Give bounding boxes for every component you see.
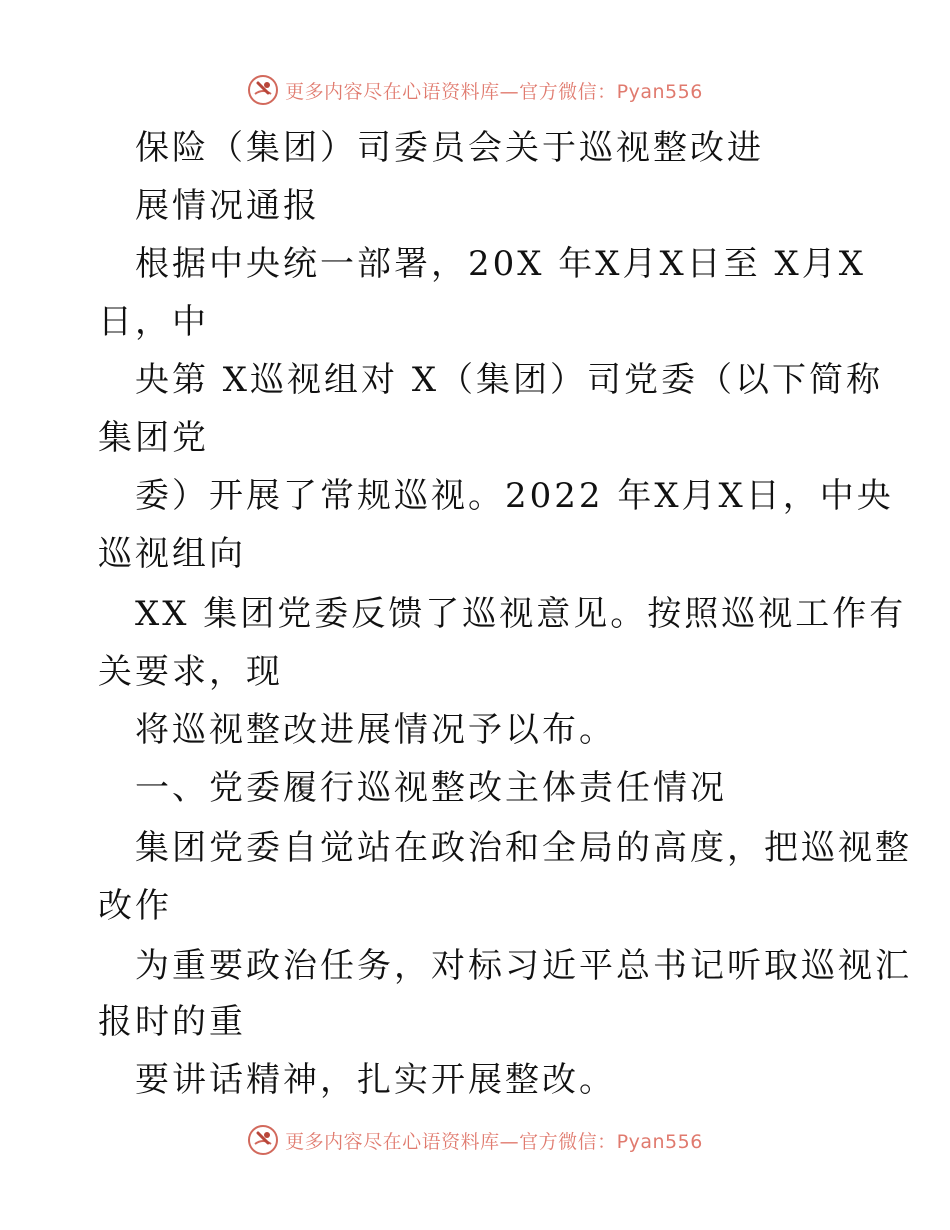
doc-line: 将巡视整改进展情况予以布。 xyxy=(135,710,616,750)
doc-line: 巡视组向 xyxy=(98,534,246,574)
book-pen-logo-icon xyxy=(247,1124,279,1156)
book-pen-logo-icon xyxy=(247,74,279,106)
footer-watermark xyxy=(0,1122,950,1158)
watermark-text: 更多内容尽在心语资料库—官方微信：Pyan556 xyxy=(285,1130,703,1153)
doc-line: 日，中 xyxy=(98,302,209,342)
doc-line: 关要求，现 xyxy=(98,652,283,692)
watermark-text: 更多内容尽在心语资料库—官方微信：Pyan556 xyxy=(285,80,703,103)
doc-line: 根据中央统一部署，20X 年X月X日至 X月X xyxy=(135,244,866,284)
doc-line: 要讲话精神，扎实开展整改。 xyxy=(135,1060,616,1100)
doc-line: 为重要政治任务，对标习近平总书记听取巡视汇 xyxy=(135,946,912,986)
doc-line: 报时的重 xyxy=(98,1002,246,1042)
doc-line: 集团党 xyxy=(98,418,209,458)
doc-title-line-1: 保险（集团）司委员会关于巡视整改进 xyxy=(135,128,764,168)
doc-line: 集团党委自觉站在政治和全局的高度，把巡视整 xyxy=(135,828,912,868)
doc-line: 委）开展了常规巡视。2022 年X月X日，中央 xyxy=(135,476,894,516)
doc-line: 央第 X巡视组对 X（集团）司党委（以下简称 xyxy=(135,360,884,400)
header-watermark xyxy=(0,72,950,108)
section-heading: 一、党委履行巡视整改主体责任情况 xyxy=(135,768,727,808)
doc-title-line-2: 展情况通报 xyxy=(135,186,320,226)
doc-line: 改作 xyxy=(98,886,172,926)
doc-line: XX 集团党委反馈了巡视意见。按照巡视工作有 xyxy=(135,594,907,634)
